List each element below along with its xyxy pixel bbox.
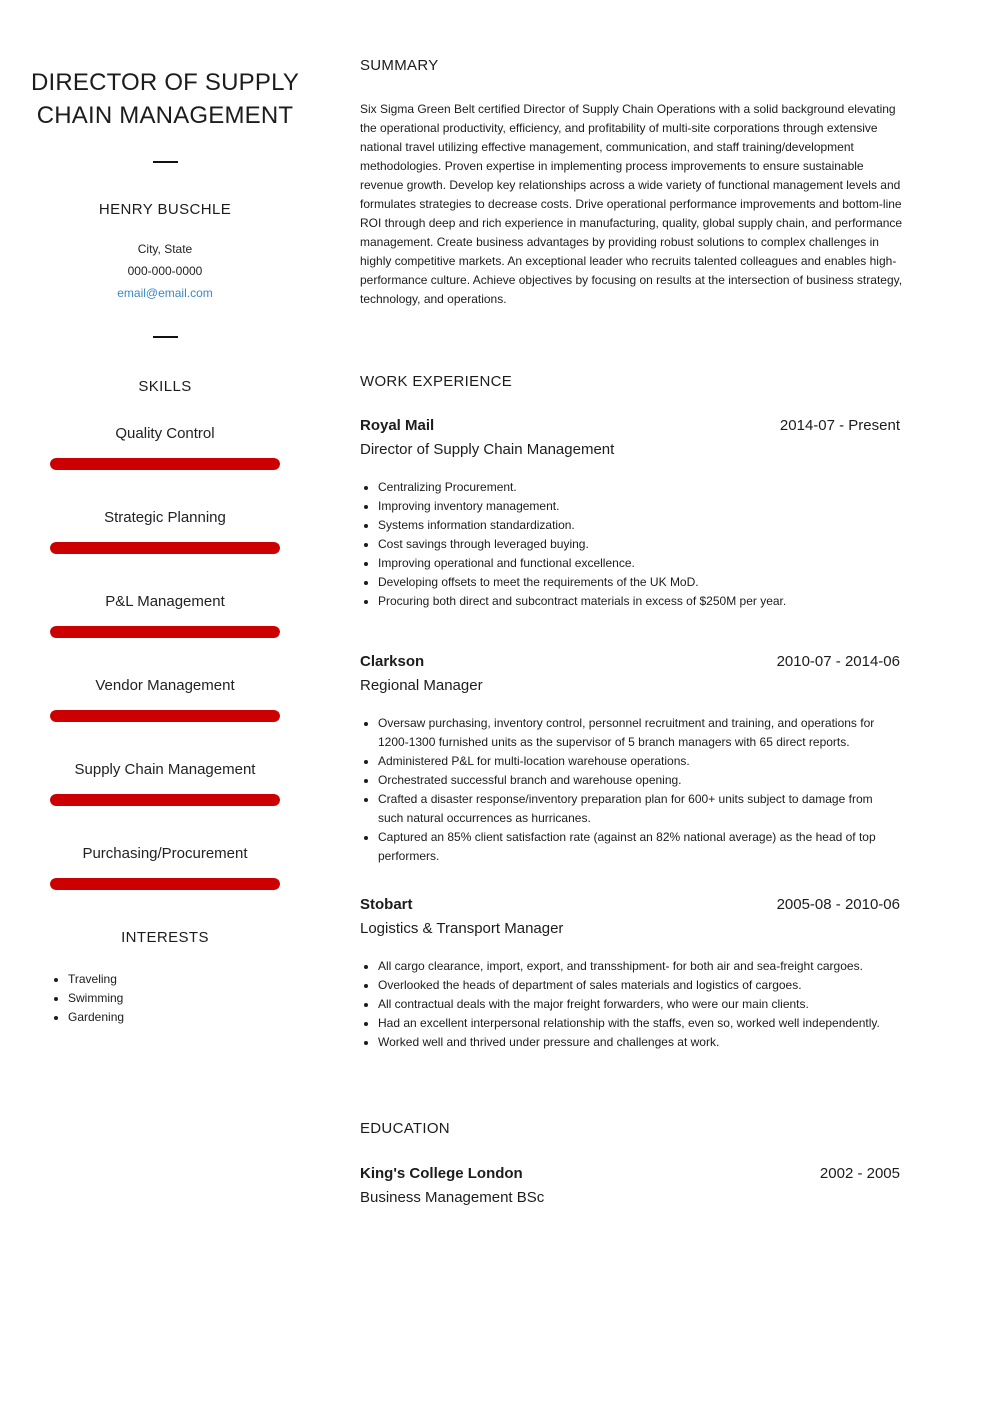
list-item: • Overlooked the heads of department of sales materials and logistics of cargoes.: [378, 976, 900, 995]
job-dates: 2010-07 - 2014-06: [776, 653, 900, 670]
list-item: • Centralizing Procurement.: [378, 478, 900, 497]
skill-bar-fill: [50, 458, 280, 470]
job-bullets: [360, 478, 900, 611]
list-item: • All contractual deals with the major freight forwarders, who were our main clients.: [378, 995, 900, 1014]
email-link[interactable]: email@email.com: [117, 286, 213, 300]
company-name: Stobart: [360, 896, 413, 913]
skill-bar: [50, 458, 280, 470]
list-item: • Worked well and thrived under pressure and challenges at work.: [378, 1033, 900, 1052]
list-item: • Developing offsets to meet the requirements of the UK MoD.: [378, 573, 900, 592]
phone: 000-000-0000: [127, 264, 203, 278]
skill-bar: [50, 878, 280, 890]
skill-bar-fill: [50, 878, 280, 890]
skill-bar-fill: [50, 626, 280, 638]
candidate-name: HENRY BUSCHLE: [98, 201, 232, 218]
skill-bar: [50, 794, 280, 806]
job-dates: 2005-08 - 2010-06: [776, 896, 900, 913]
skill-label: Quality Control: [115, 425, 215, 442]
company-name: Royal Mail: [360, 417, 435, 434]
interests-list: [50, 970, 124, 1027]
skill-bar: [50, 542, 280, 554]
skill-label: Supply Chain Management: [74, 761, 256, 778]
list-item: • All cargo clearance, import, export, and transshipment- for both air and sea-freight cargoes.: [378, 957, 900, 976]
skill-bar-fill: [50, 542, 280, 554]
skill-bar: [50, 710, 280, 722]
skill-bar-fill: [50, 794, 280, 806]
job-role: Logistics & Transport Manager: [360, 920, 564, 937]
education-heading: EDUCATION: [360, 1120, 450, 1137]
list-item: • Improving inventory management.: [378, 497, 900, 516]
list-item: • Procuring both direct and subcontract materials in excess of $250M per year.: [378, 592, 900, 611]
job-role: Director of Supply Chain Management: [360, 441, 615, 458]
job-entry: [360, 417, 900, 611]
list-item: • Had an excellent interpersonal relationship with the staffs, even so, worked well independently.: [378, 1014, 900, 1033]
location: City, State: [137, 242, 193, 256]
list-item: • Crafted a disaster response/inventory preparation plan for 600+ units subject to damage from such natural occurrences as hurricanes.: [378, 790, 900, 828]
list-item: • Captured an 85% client satisfaction rate (against an 82% national average) as the head of top performers.: [378, 828, 900, 866]
education-entry: [360, 1165, 900, 1206]
summary-text: Six Sigma Green Belt certified Director of Supply Chain Operations with a solid background elevating the operational productivity, efficiency, and profitability of multi-site corporations through extensive national travel utilizing effective management, communication, and staff training/development methodologies. Proven expertise in implementing process improvements to ensure sustainable revenue growth. Develop key relationships across a wide variety of functional management levels and formulates strategies to decrease costs. Drive operational performance improvements and bottom-line ROI through deep and rich experience in manufacturing, quality, global supply chain, and performance management. Create business advantages by providing robust solutions to complex challenges in highly competitive markets. An exceptional leader who recruits talented colleagues and enables high-performance culture. Achieve objectives by focusing on results at the intersection of business strategy, technology, and operations.: [360, 102, 903, 306]
job-role: Regional Manager: [360, 677, 483, 694]
work-heading: WORK EXPERIENCE: [360, 373, 513, 390]
list-item: • Cost savings through leveraged buying.: [378, 535, 900, 554]
resume-title: DIRECTOR OF SUPPLY CHAIN MANAGEMENT: [30, 69, 300, 129]
skill-bar: [50, 626, 280, 638]
list-item: • Orchestrated successful branch and warehouse opening.: [378, 771, 900, 790]
list-item: • Swimming: [68, 989, 124, 1008]
skill-label: P&L Management: [105, 593, 225, 610]
company-name: Clarkson: [360, 653, 425, 670]
list-item: • Oversaw purchasing, inventory control, personnel recruitment and training, and operations for 1200-1300 furnished units as the supervisor of 5 branch managers with 65 direct reports.: [378, 714, 900, 752]
skill-label: Vendor Management: [95, 677, 235, 694]
job-dates: 2014-07 - Present: [779, 417, 900, 434]
job-bullets: [360, 957, 900, 1052]
skill-bar-fill: [50, 710, 280, 722]
list-item: • Traveling: [68, 970, 124, 989]
divider: [153, 336, 178, 338]
list-item: • Gardening: [68, 1008, 124, 1027]
skill-label: Strategic Planning: [104, 509, 226, 526]
skill-label: Purchasing/Procurement: [82, 845, 248, 862]
job-entry: [360, 653, 900, 866]
school-name: King's College London: [360, 1165, 523, 1182]
summary-heading: SUMMARY: [360, 57, 439, 74]
list-item: • Administered P&L for multi-location warehouse operations.: [378, 752, 900, 771]
list-item: • Improving operational and functional excellence.: [378, 554, 900, 573]
job-bullets: [360, 714, 900, 866]
skills-heading: SKILLS: [138, 378, 192, 395]
education-dates: 2002 - 2005: [819, 1165, 900, 1182]
degree: Business Management BSc: [360, 1189, 545, 1206]
job-entry: [360, 896, 900, 1052]
list-item: • Systems information standardization.: [378, 516, 900, 535]
interests-heading: INTERESTS: [121, 929, 209, 946]
divider: [153, 161, 178, 163]
